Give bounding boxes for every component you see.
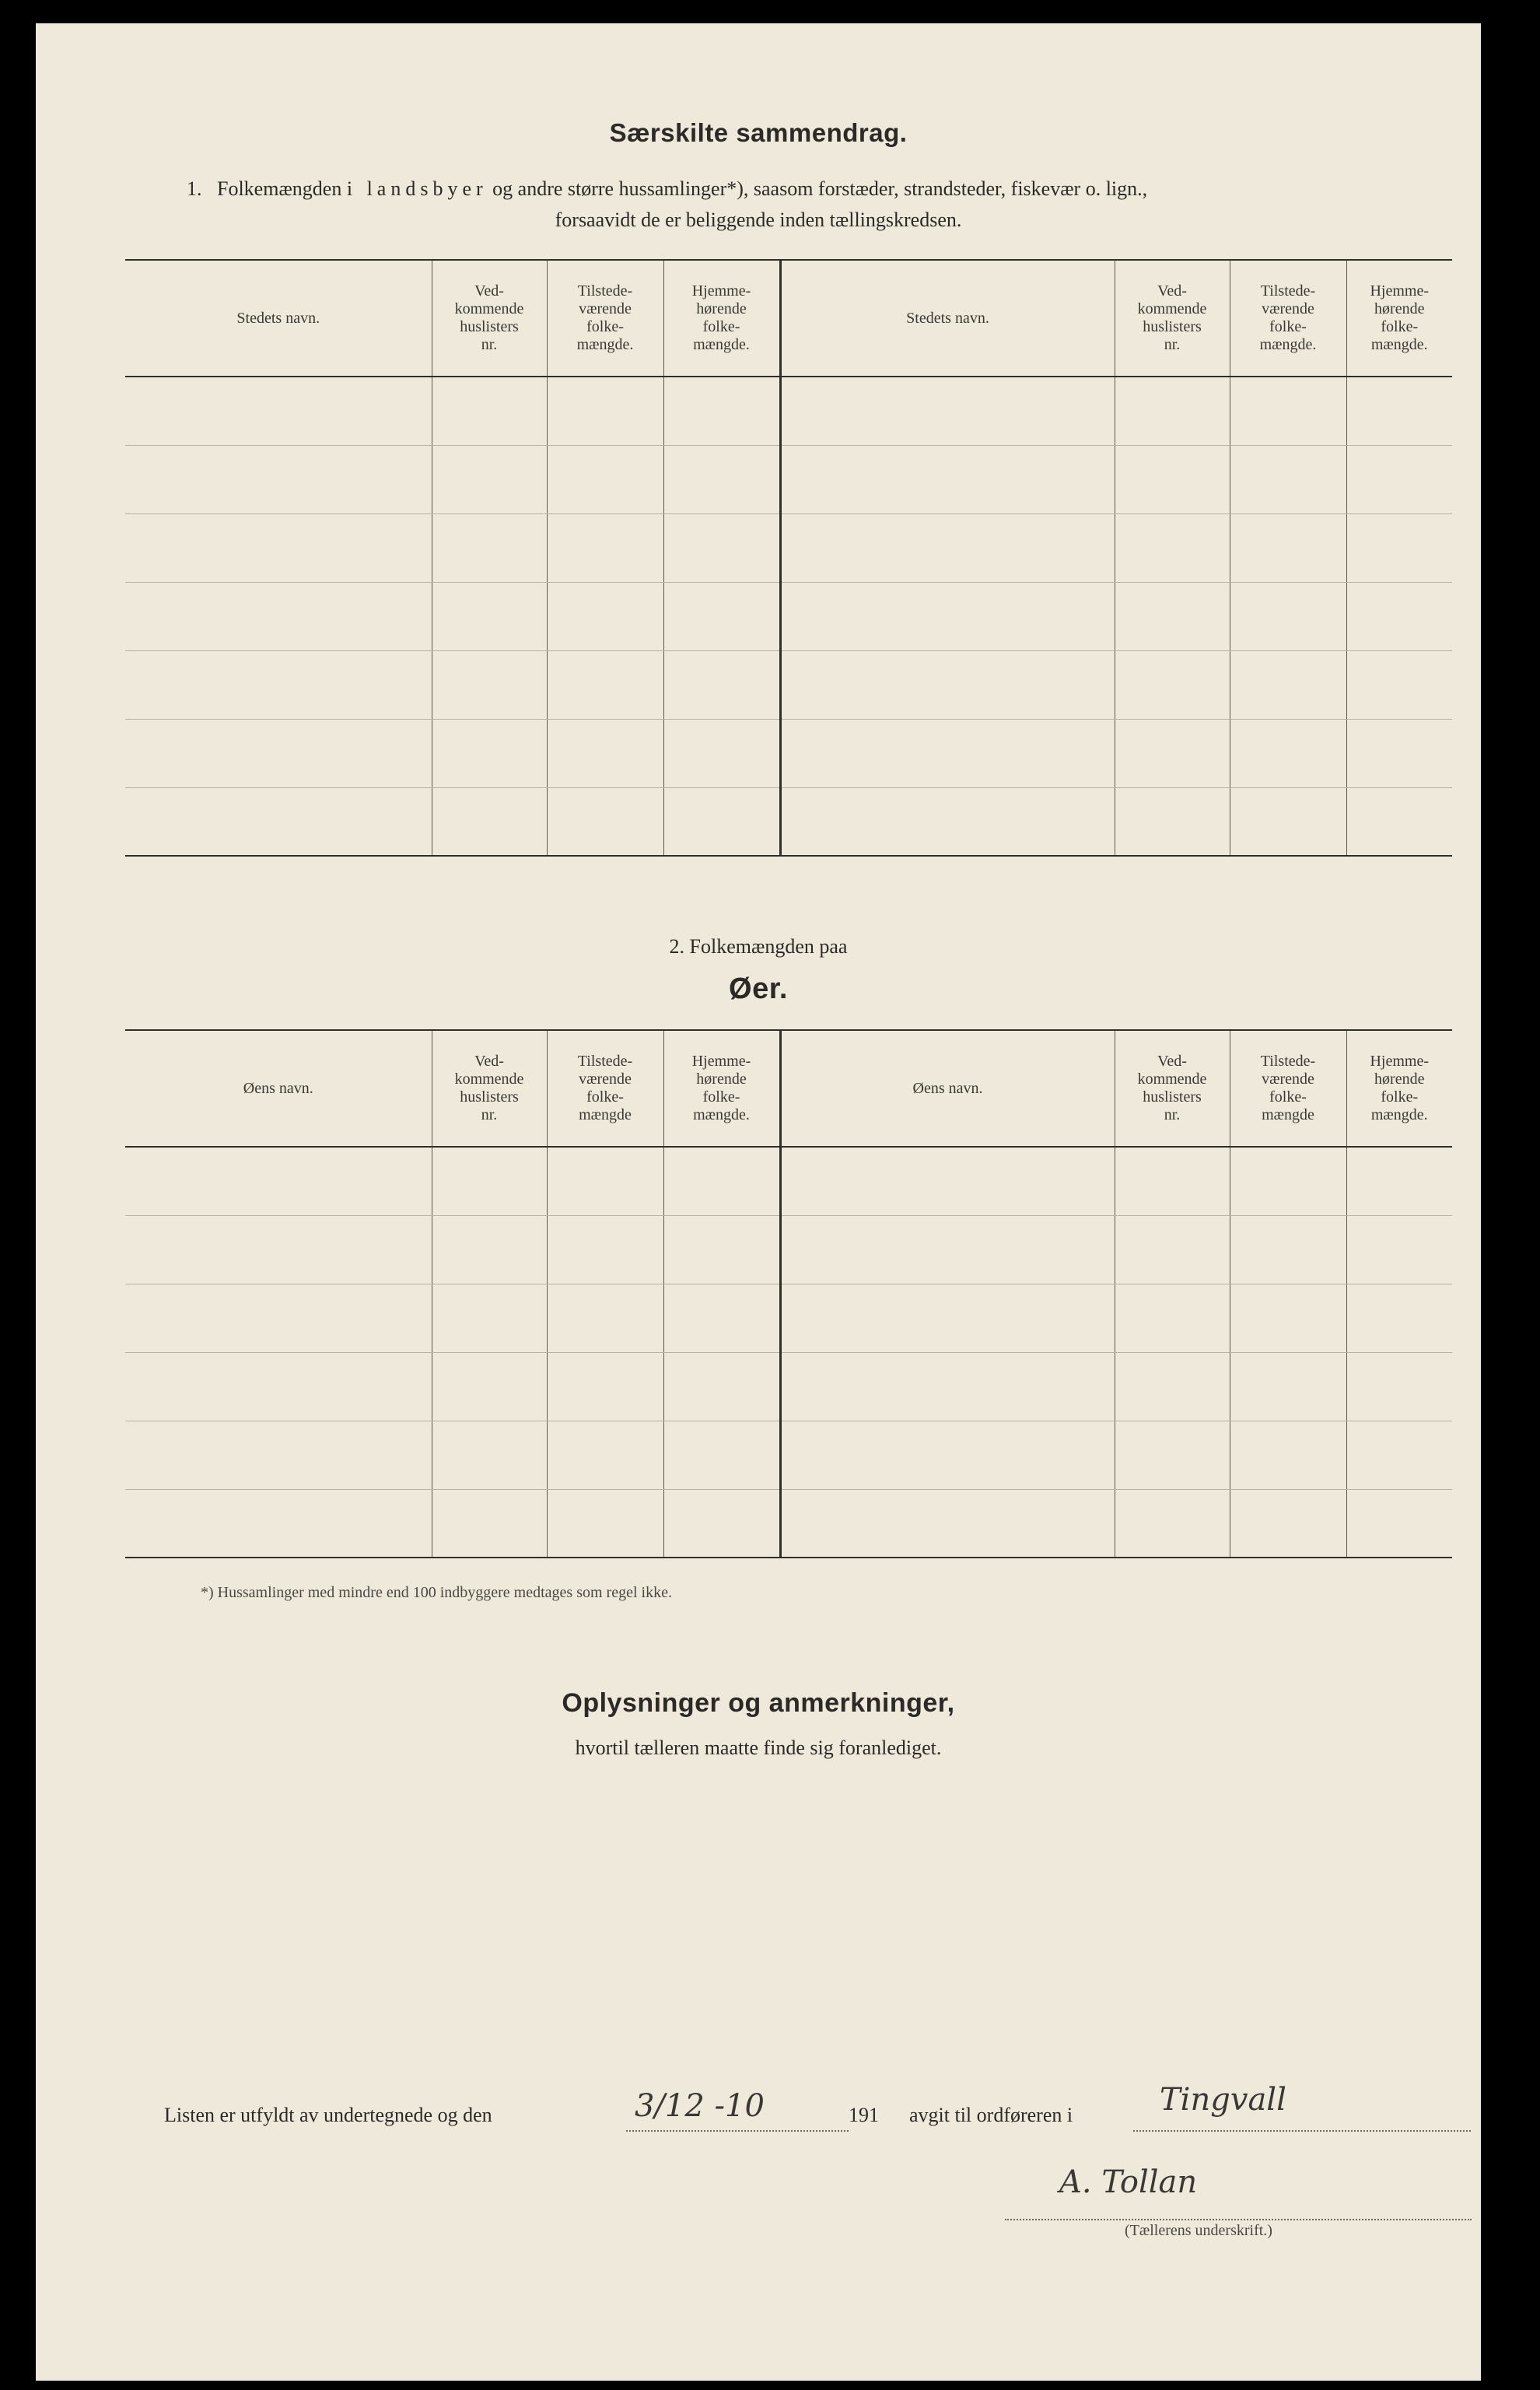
- date-handwritten: 3/12 -10: [635, 2088, 765, 2124]
- empty-cell: [1115, 1421, 1230, 1489]
- empty-cell: [432, 787, 547, 856]
- empty-cell: [125, 719, 432, 787]
- col-header-list-nr: Ved- kommende huslisters nr.: [432, 1030, 547, 1147]
- section1-heading-a: Folkemængden: [217, 177, 342, 200]
- empty-cell: [1346, 513, 1452, 582]
- table-row: [125, 582, 1452, 650]
- empty-cell: [547, 787, 663, 856]
- empty-cell: [780, 1215, 1115, 1284]
- empty-cell: [547, 1147, 663, 1215]
- empty-cell: [663, 377, 780, 445]
- table-row: [125, 1284, 1452, 1352]
- empty-cell: [1230, 445, 1346, 513]
- section1-heading-c: og andre større hussamlinger*), saasom forstæder, strandsteder, fiskevær o. lign.,: [492, 177, 1148, 200]
- empty-cell: [663, 787, 780, 856]
- table-row: [125, 719, 1452, 787]
- empty-cell: [125, 377, 432, 445]
- empty-cell: [432, 1147, 547, 1215]
- col-header-place-name: Stedets navn.: [125, 260, 432, 377]
- empty-cell: [780, 719, 1115, 787]
- table-row: [125, 445, 1452, 513]
- empty-cell: [125, 650, 432, 719]
- empty-cell: [547, 445, 663, 513]
- empty-cell: [1230, 1284, 1346, 1352]
- empty-cell: [780, 1421, 1115, 1489]
- empty-cell: [125, 513, 432, 582]
- empty-cell: [1346, 582, 1452, 650]
- col-header-resident-pop: Hjemme- hørende folke- mængde.: [663, 260, 780, 377]
- empty-cell: [547, 1284, 663, 1352]
- page-title: Særskilte sammendrag.: [609, 118, 908, 147]
- empty-cell: [780, 582, 1115, 650]
- table-islands: [125, 1029, 1452, 1558]
- empty-cell: [1346, 719, 1452, 787]
- empty-cell: [1115, 787, 1230, 856]
- footnote: *) Hussamlinger med mindre end 100 indbyggere medtages som regel ikke.: [201, 1584, 672, 1601]
- empty-cell: [1230, 650, 1346, 719]
- remarks-title: Oplysninger og anmerkninger,: [562, 1688, 955, 1718]
- signature-text1: Listen er utfyldt av undertegnede og den: [164, 2104, 492, 2126]
- col-header-resident-pop: Hjemme- hørende folke- mængde.: [1346, 260, 1452, 377]
- empty-cell: [547, 650, 663, 719]
- empty-cell: [432, 1352, 547, 1421]
- col-header-present-pop: Tilstede- værende folke- mængde.: [1230, 260, 1346, 377]
- empty-cell: [1230, 582, 1346, 650]
- empty-cell: [663, 719, 780, 787]
- empty-cell: [663, 650, 780, 719]
- empty-cell: [1230, 1147, 1346, 1215]
- empty-cell: [780, 1147, 1115, 1215]
- year-prefix: 191: [849, 2104, 879, 2126]
- empty-cell: [1115, 1215, 1230, 1284]
- place-handwritten: Tingvall: [1160, 2082, 1286, 2118]
- empty-cell: [432, 650, 547, 719]
- empty-cell: [780, 650, 1115, 719]
- empty-cell: [663, 1215, 780, 1284]
- col-header-list-nr: Ved- kommende huslisters nr.: [1115, 1030, 1230, 1147]
- empty-cell: [663, 1489, 780, 1558]
- table-row: [125, 1421, 1452, 1489]
- empty-cell: [663, 1421, 780, 1489]
- table-villages: [125, 259, 1452, 857]
- empty-cell: [1115, 513, 1230, 582]
- signature-text2: avgit til ordføreren i: [909, 2104, 1073, 2126]
- table-row: [125, 377, 1452, 445]
- empty-cell: [1346, 787, 1452, 856]
- empty-cell: [1346, 1489, 1452, 1558]
- empty-cell: [1230, 513, 1346, 582]
- empty-cell: [1346, 650, 1452, 719]
- empty-cell: [432, 1489, 547, 1558]
- table-row: [125, 650, 1452, 719]
- empty-cell: [663, 1352, 780, 1421]
- empty-cell: [432, 513, 547, 582]
- empty-cell: [1346, 1147, 1452, 1215]
- empty-cell: [125, 1352, 432, 1421]
- empty-cell: [1346, 1421, 1452, 1489]
- empty-cell: [663, 1284, 780, 1352]
- table-row: [125, 1489, 1452, 1558]
- table-header-row: [125, 260, 1452, 377]
- empty-cell: [1346, 445, 1452, 513]
- table-header-row: [125, 1030, 1452, 1147]
- col-header-present-pop: Tilstede- værende folke- mængde: [547, 1030, 663, 1147]
- empty-cell: [663, 1147, 780, 1215]
- empty-cell: [432, 1215, 547, 1284]
- section1-heading-b: i landsbyer: [346, 177, 488, 200]
- section2-heading-line2: Øer.: [729, 972, 788, 1005]
- empty-cell: [663, 513, 780, 582]
- section2-heading-line1: 2. Folkemængden paa: [669, 935, 848, 958]
- place-field-line: [1133, 2130, 1471, 2132]
- empty-cell: [1346, 1215, 1452, 1284]
- empty-cell: [1230, 1352, 1346, 1421]
- empty-cell: [125, 1215, 432, 1284]
- empty-cell: [125, 787, 432, 856]
- empty-cell: [125, 1147, 432, 1215]
- empty-cell: [1115, 1489, 1230, 1558]
- empty-cell: [432, 1421, 547, 1489]
- empty-cell: [1230, 1489, 1346, 1558]
- empty-cell: [432, 719, 547, 787]
- empty-cell: [1115, 377, 1230, 445]
- empty-cell: [547, 1352, 663, 1421]
- empty-cell: [780, 1489, 1115, 1558]
- col-header-island-name: Øens navn.: [125, 1030, 432, 1147]
- empty-cell: [125, 1421, 432, 1489]
- empty-cell: [780, 377, 1115, 445]
- empty-cell: [125, 445, 432, 513]
- col-header-resident-pop: Hjemme- hørende folke- mængde.: [1346, 1030, 1452, 1147]
- empty-cell: [780, 445, 1115, 513]
- empty-cell: [432, 445, 547, 513]
- empty-cell: [547, 377, 663, 445]
- col-header-present-pop: Tilstede- værende folke- mængde.: [547, 260, 663, 377]
- col-header-list-nr: Ved- kommende huslisters nr.: [432, 260, 547, 377]
- empty-cell: [1115, 1284, 1230, 1352]
- empty-cell: [1230, 719, 1346, 787]
- section1-number: 1.: [187, 177, 202, 200]
- remarks-subtitle: hvortil tælleren maatte finde sig foranlediget.: [575, 1736, 942, 1759]
- empty-cell: [780, 1352, 1115, 1421]
- signer-field-line: [1005, 2219, 1472, 2220]
- empty-cell: [780, 513, 1115, 582]
- empty-cell: [547, 582, 663, 650]
- empty-cell: [1230, 1421, 1346, 1489]
- empty-cell: [547, 1421, 663, 1489]
- empty-cell: [1230, 377, 1346, 445]
- table-row: [125, 1352, 1452, 1421]
- empty-cell: [1230, 787, 1346, 856]
- col-header-present-pop: Tilstede- værende folke- mængde: [1230, 1030, 1346, 1147]
- col-header-place-name: Stedets navn.: [780, 260, 1115, 377]
- empty-cell: [780, 787, 1115, 856]
- empty-cell: [1115, 1147, 1230, 1215]
- col-header-list-nr: Ved- kommende huslisters nr.: [1115, 260, 1230, 377]
- table-row: [125, 787, 1452, 856]
- empty-cell: [1115, 650, 1230, 719]
- empty-cell: [780, 1284, 1115, 1352]
- empty-cell: [1115, 445, 1230, 513]
- table-row: [125, 1215, 1452, 1284]
- empty-cell: [547, 1215, 663, 1284]
- empty-cell: [432, 582, 547, 650]
- empty-cell: [1346, 1352, 1452, 1421]
- table-row: [125, 513, 1452, 582]
- empty-cell: [1346, 377, 1452, 445]
- empty-cell: [547, 719, 663, 787]
- empty-cell: [432, 1284, 547, 1352]
- date-field-line: [626, 2130, 849, 2132]
- empty-cell: [125, 1284, 432, 1352]
- col-header-resident-pop: Hjemme- hørende folke- mængde.: [663, 1030, 780, 1147]
- empty-cell: [1115, 1352, 1230, 1421]
- section1-heading: [187, 177, 1147, 201]
- census-form-page: [36, 23, 1481, 2381]
- empty-cell: [1230, 1215, 1346, 1284]
- empty-cell: [547, 1489, 663, 1558]
- signer-handwritten: A. Tollan: [1059, 2164, 1198, 2200]
- empty-cell: [663, 582, 780, 650]
- empty-cell: [547, 513, 663, 582]
- empty-cell: [1346, 1284, 1452, 1352]
- col-header-island-name: Øens navn.: [780, 1030, 1115, 1147]
- empty-cell: [125, 582, 432, 650]
- signature-line: [164, 2082, 1471, 2139]
- empty-cell: [1115, 719, 1230, 787]
- empty-cell: [663, 445, 780, 513]
- table-row: [125, 1147, 1452, 1215]
- empty-cell: [1115, 582, 1230, 650]
- empty-cell: [125, 1489, 432, 1558]
- empty-cell: [432, 377, 547, 445]
- section1-heading-line2: forsaavidt de er beliggende inden tællingskredsen.: [555, 209, 962, 231]
- signer-caption: (Tællerens underskrift.): [1125, 2222, 1272, 2239]
